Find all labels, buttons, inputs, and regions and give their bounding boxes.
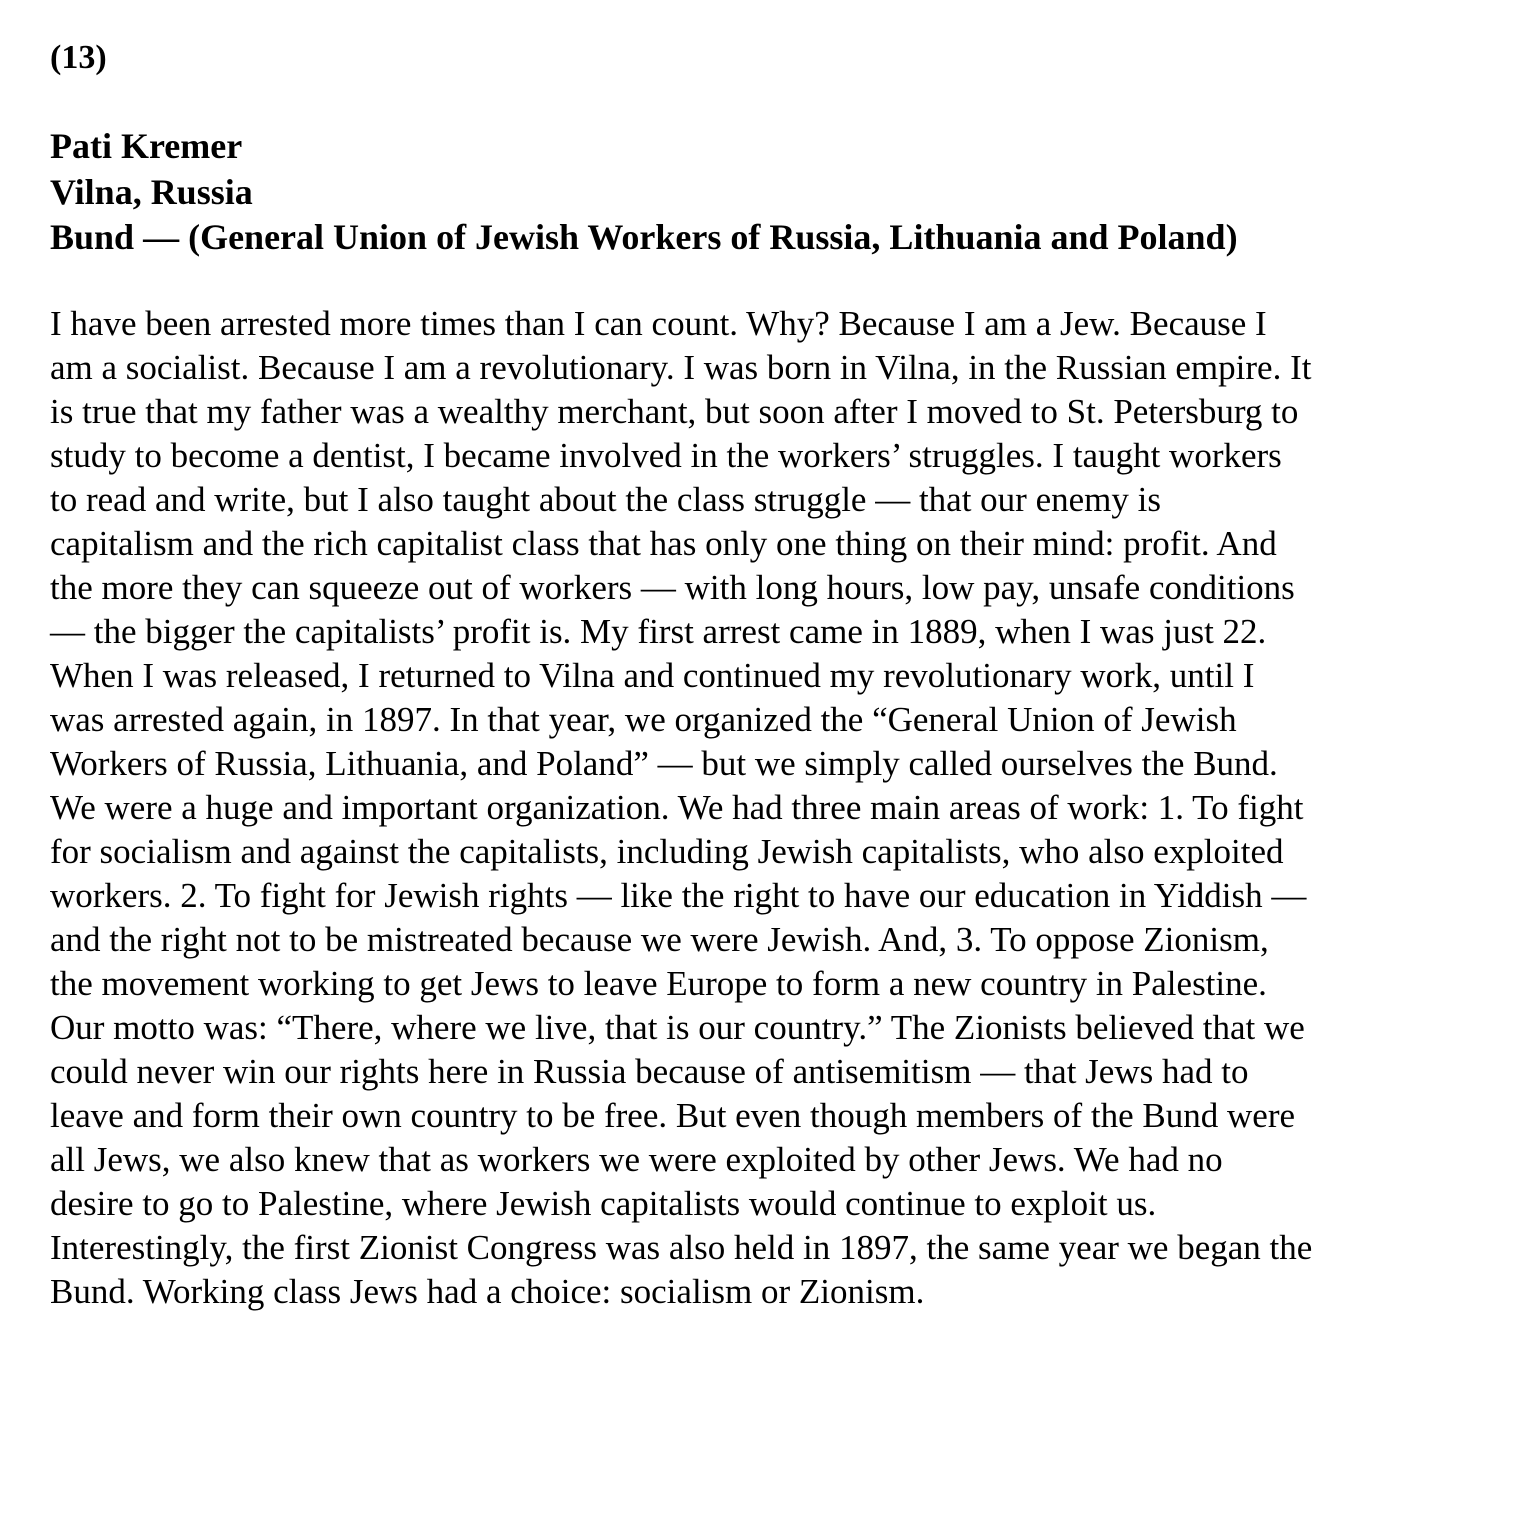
body-line: desire to go to Palestine, where Jewish capitalists would continue to exploit us.: [50, 1184, 1157, 1223]
body-line: — the bigger the capitalists’ profit is. My first arrest came in 1889, when I was just 22.: [50, 612, 1267, 651]
location: Vilna, Russia: [50, 171, 253, 212]
body-line: workers. 2. To fight for Jewish rights — like the right to have our education in Yiddish —: [50, 876, 1307, 915]
page-number: (13): [50, 39, 107, 76]
person-name: Pati Kremer: [50, 126, 243, 166]
body-line: could never win our rights here in Russia because of antisemitism — that Jews had to: [50, 1052, 1249, 1091]
heading-block: [50, 124, 1238, 261]
body-line: all Jews, we also knew that as workers we were exploited by other Jews. We had no: [50, 1140, 1223, 1179]
body-line: capitalism and the rich capitalist class that has only one thing on their mind: profit. And: [50, 524, 1277, 563]
body-line: am a socialist. Because I am a revolutionary. I was born in Vilna, in the Russian empire. It: [50, 348, 1312, 387]
body-line: When I was released, I returned to Vilna and continued my revolutionary work, until I: [50, 656, 1255, 695]
body-line: We were a huge and important organization. We had three main areas of work: 1. To fight: [50, 788, 1304, 827]
body-line: study to become a dentist, I became involved in the workers’ struggles. I taught workers: [50, 436, 1282, 475]
body-line: Workers of Russia, Lithuania, and Poland” — but we simply called ourselves the Bund.: [50, 744, 1278, 783]
body-paragraph: [50, 302, 1390, 1314]
body-line: Interestingly, the first Zionist Congress was also held in 1897, the same year we began the: [50, 1228, 1313, 1267]
body-line: the more they can squeeze out of workers — with long hours, low pay, unsafe conditions: [50, 568, 1295, 607]
body-line: was arrested again, in 1897. In that year, we organized the “General Union of Jewish: [50, 700, 1237, 739]
body-line: and the right not to be mistreated because we were Jewish. And, 3. To oppose Zionism,: [50, 920, 1269, 959]
body-line: for socialism and against the capitalists, including Jewish capitalists, who also exploited: [50, 832, 1284, 871]
organization: Bund — (General Union of Jewish Workers of Russia, Lithuania and Poland): [50, 217, 1238, 257]
body-line: Bund. Working class Jews had a choice: socialism or Zionism.: [50, 1272, 925, 1311]
body-line: Our motto was: “There, where we live, that is our country.” The Zionists believed that we: [50, 1008, 1305, 1047]
body-line: leave and form their own country to be free. But even though members of the Bund were: [50, 1096, 1296, 1135]
body-line: is true that my father was a wealthy merchant, but soon after I moved to St. Petersburg to: [50, 392, 1299, 431]
body-line: the movement working to get Jews to leave Europe to form a new country in Palestine.: [50, 964, 1267, 1003]
body-line: I have been arrested more times than I can count. Why? Because I am a Jew. Because I: [50, 304, 1267, 343]
body-line: to read and write, but I also taught about the class struggle — that our enemy is: [50, 480, 1161, 519]
